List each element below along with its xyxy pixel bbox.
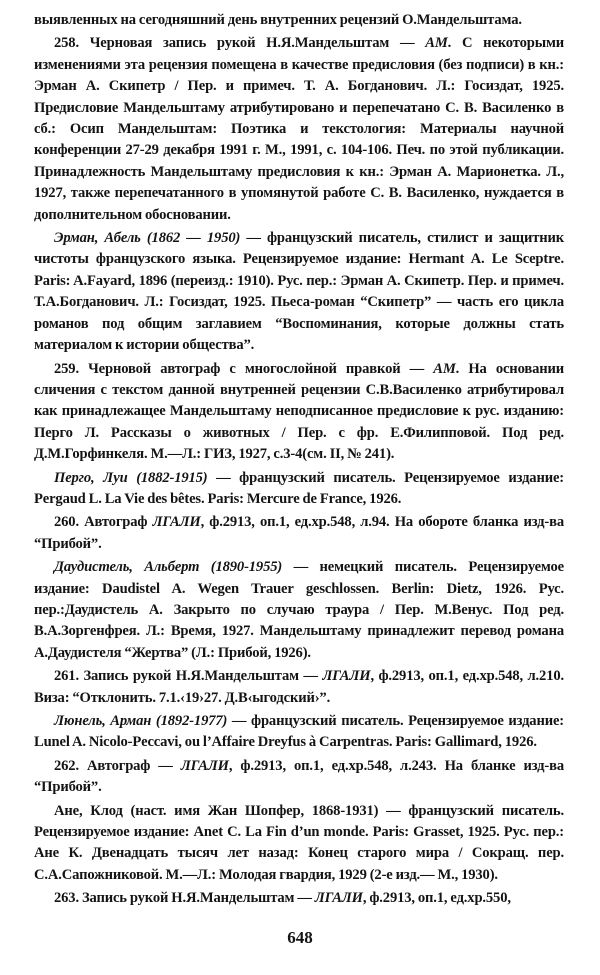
archive-abbrev: ЛГАЛИ [180,757,229,774]
note-259 [34,359,564,466]
note-text: , ф.2913, оп.1, ед.хр.548, л.210. Виза: “Отклонить. 7.1.‹19›27. Д.В‹ыгодский›”. [34,668,564,706]
note-text: , ф.2913, оп.1, ед.хр.548, л.243. На бланке изд-ва “Прибой”. [34,757,564,796]
author-name: Даудистель, Альберт (1890-1955) [54,559,283,576]
note-258 [34,33,564,226]
note-text: 261. Запись рукой Н.Я.Мандельштам — [54,668,323,685]
note-text: . С некоторыми изменениями эта рецензия помещена в качестве предисловия (без подписи) в кн.: Эрман А. Скипетр / Пер. и примеч. Т. А. Богданович. Л.: Госиздат, 1925. Предисловие Мандельштаму атрибутировано и перепечатано С. В. Василенко в сб.: Осип Мандельштам: Поэтика и текстология: Материалы научной конференции 27-29 декабря 1991 г. М., 1991, с. 104-106. Печ. по этой публикации. Принадлежность Мандельштаму предисловия к кн.: Эрман А. Марионетка. Л., 1927, также перепечатанного в упомянутой работе С. В. Василенко, нуждается в дополнительном обосновании. [34,35,564,223]
note-262 [34,756,564,799]
note-260 [34,512,564,555]
archive-abbrev: АМ [433,360,456,377]
archive-abbrev: АМ [425,35,448,52]
author-entry-ane [34,801,564,887]
author-entry-daudistel [34,557,564,664]
note-261 [34,666,564,709]
note-263 [34,888,564,909]
note-text: 259. Черновой автограф с многослойной правкой — [54,360,434,377]
note-text: 258. Черновая запись рукой Н.Я.Мандельштам — [54,35,426,52]
entry-text: — немецкий писатель. Рецензируемое издание: Daudistel A. Wegen Trauer geschlossen. Berlin: Dietz, 1926. Рус. пер.:Даудистель А. Закрыто по случаю траура / Пер. М.Венус. Под ред. В.А.Зоргенфрея. Л.: Время, 1927. Мандельштаму принадлежит перевод романа А.Даудистеля “Жертва” (Л.: Прибой, 1926). [34,559,564,661]
author-name: Эрман, Абель (1862 — 1950) [54,230,241,247]
page-body [34,10,564,910]
note-text: , ф.2913, оп.1, ед.хр.548, л.94. На обороте бланка изд-ва “Прибой”. [34,514,564,552]
entry-text: — французский писатель. Рецензируемое издание: Lunel A. Nicolo-Peccavi, ou l’Affaire Dreyfus à Carpentras. Paris: Gallimard, 1926. [34,713,565,751]
author-entry-lunel [34,711,564,754]
note-text: . На основании сличения с текстом данной внутренней рецензии С.В.Василенко атрибутировал как принадлежащее Мандельштаму неподписанное предисловие к рус. изданию: Перго Л. Рассказы о животных / Пер. с фр. Е.Филипповой. Под ред. Д.М.Горфинкеля. М.—Л.: ГИЗ, 1927, с.3-4(см. II, № 241). [34,360,565,463]
archive-abbrev: ЛГАЛИ [152,514,201,531]
note-text: 262. Автограф — [54,757,181,774]
author-name: Перго, Луи (1882-1915) [54,469,208,486]
paragraph-text: выявленных на сегодняшний день внутренних рецензий О.Мандельштама. [34,12,522,28]
author-entry-erman [34,228,564,356]
author-name: Люнель, Арман (1892-1977) [54,713,228,729]
continuation-paragraph [34,10,564,31]
archive-abbrev: ЛГАЛИ [314,890,363,907]
entry-text: — французский писатель, стилист и защитник чистоты французского языка. Рецензируемое издание: Hermant A. Le Sceptre. Paris: A.Fayard, 1896 (переизд.: 1910). Рус. пер.: Эрман А. Скипетр. Пер. и примеч. Т.А.Богданович. Л.: Госиздат, 1925. Пьеса-роман “Скипетр” — часть его цикла романов под общим заглавием “Воспоминания, которые должны стать материалом к истории общества”. [34,230,564,354]
note-text: 263. Запись рукой Н.Я.Мандельштам — [54,890,315,907]
page-number: 648 [287,928,313,947]
entry-text: Ане, Клод (наст. имя Жан Шопфер, 1868-1931) — французский писатель. Рецензируемое издание: Anet C. La Fin d’un monde. Paris: Grasset, 1925. Рус. пер.: Ане К. Двенадцать тысяч лет назад: Конец старого мира / Сокращ. пер. С.А.Сапожниковой. М.—Л.: Молодая гвардия, 1929 (2-е изд.— М., 1930). [34,802,564,883]
entry-text: — французский писатель. Рецензируемое издание: Pergaud L. La Vie des bêtes. Paris: Mercure de France, 1926. [34,469,565,507]
author-entry-pergo [34,468,564,511]
note-text: , ф.2913, оп.1, ед.хр.550, [362,890,511,907]
note-text: 260. Автограф [54,514,153,531]
archive-abbrev: ЛГАЛИ [322,668,371,685]
